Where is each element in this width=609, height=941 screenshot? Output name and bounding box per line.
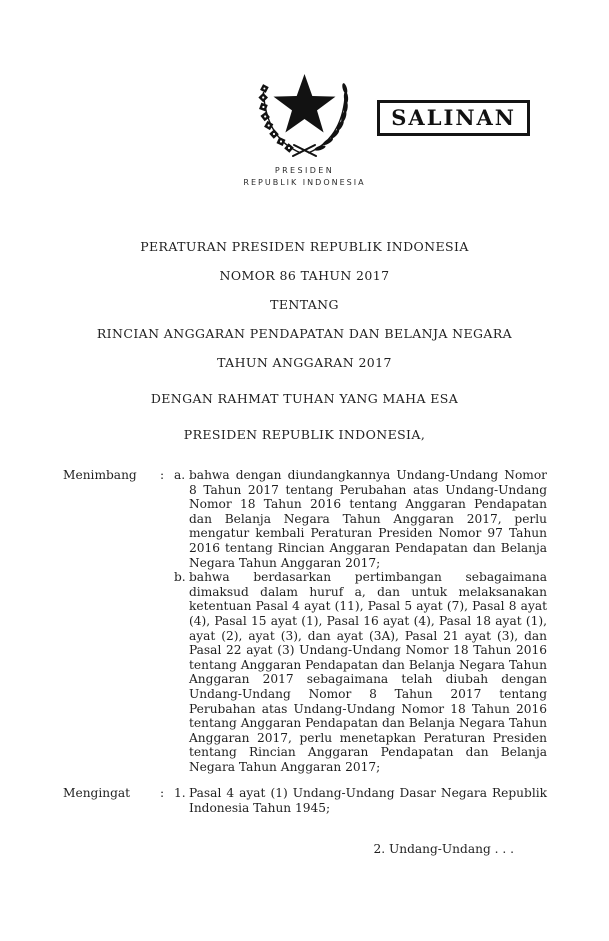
clause-colon: : xyxy=(160,468,165,482)
clause-colon: : xyxy=(160,786,165,801)
letterhead-republik-indonesia: REPUBLIK INDONESIA xyxy=(243,178,366,187)
item-text: bahwa berdasarkan pertimbangan sebagaimana dimaksud dalam huruf a, dan untuk melaksanakan ketentuan Pasal 4 ayat (11), Pasal 5 ayat (7), Pasal 8 ayat (4), Pasal 15 ayat (1), Pasal 16 ayat (4), Pasal 18 ayat (1), ayat (2), ayat (3), dan ayat (3A), Pasal 21 ayat (3), dan Pasal 22 ayat (3) Undang-Undang Nomor 18 Tahun 2016 tentang Anggaran Pendapatan dan Belanja Negara Tahun Anggaran 2017 sebagaimana telah diubah dengan Undang-Undang Nomor 8 Tahun 2017 tentang Perubahan atas Undang-Undang Nomor 18 Tahun 2016 tentang Anggaran Pendapatan dan Belanja Negara Tahun Anggaran 2017, perlu menetapkan Peraturan Presiden tentang Rincian Anggaran Pendapatan dan Belanja Negara Tahun Anggaran 2017; xyxy=(189,570,547,774)
title-block xyxy=(0,232,609,449)
regulation-number-line: NOMOR 86 TAHUN 2017 xyxy=(219,268,390,283)
presidential-star-wreath-emblem-icon xyxy=(252,145,357,164)
item-marker: b. xyxy=(174,570,186,585)
tentang-line: TENTANG xyxy=(270,297,339,312)
considering-item-b xyxy=(174,570,547,774)
item-text: Pasal 4 ayat (1) Undang-Undang Dasar Negara Republik Indonesia Tahun 1945; xyxy=(189,786,547,816)
item-text: bahwa dengan diundangkannya Undang-Undang Nomor 8 Tahun 2017 tentang Perubahan atas Undang-Undang Nomor 18 Tahun 2016 tentang Anggaran Pendapatan dan Belanja Negara Tahun Anggaran 2017, perlu mengatur kembali Peraturan Presiden Nomor 97 Tahun 2016 tentang Rincian Anggaran Pendapatan dan Belanja Negara Tahun Anggaran 2017; xyxy=(189,468,547,570)
letterhead-presiden: PRESIDEN xyxy=(274,166,335,175)
in-view-of-item-1 xyxy=(174,786,547,815)
salinan-stamp: SALINAN xyxy=(377,100,530,136)
considering-item-a xyxy=(174,468,547,570)
regulation-subject-line: RINCIAN ANGGARAN PENDAPATAN DAN BELANJA NEGARA xyxy=(96,326,513,341)
item-marker: 1. xyxy=(174,786,186,801)
clause-label-mengingat: Mengingat xyxy=(63,786,131,801)
regulation-title-line-1: PERATURAN PRESIDEN REPUBLIK INDONESIA xyxy=(140,239,469,254)
fiscal-year-line: TAHUN ANGGARAN 2017 xyxy=(217,355,392,370)
clause-label-menimbang: Menimbang xyxy=(63,468,137,482)
invocation-line: DENGAN RAHMAT TUHAN YANG MAHA ESA xyxy=(150,391,459,406)
preamble-clauses xyxy=(63,468,547,816)
clause-menimbang xyxy=(63,468,547,774)
enacting-authority-line: PRESIDEN REPUBLIK INDONESIA, xyxy=(183,427,426,442)
catchword: 2. Undang-Undang . . . xyxy=(373,842,514,856)
clause-mengingat xyxy=(63,786,547,815)
item-marker: a. xyxy=(174,468,186,482)
